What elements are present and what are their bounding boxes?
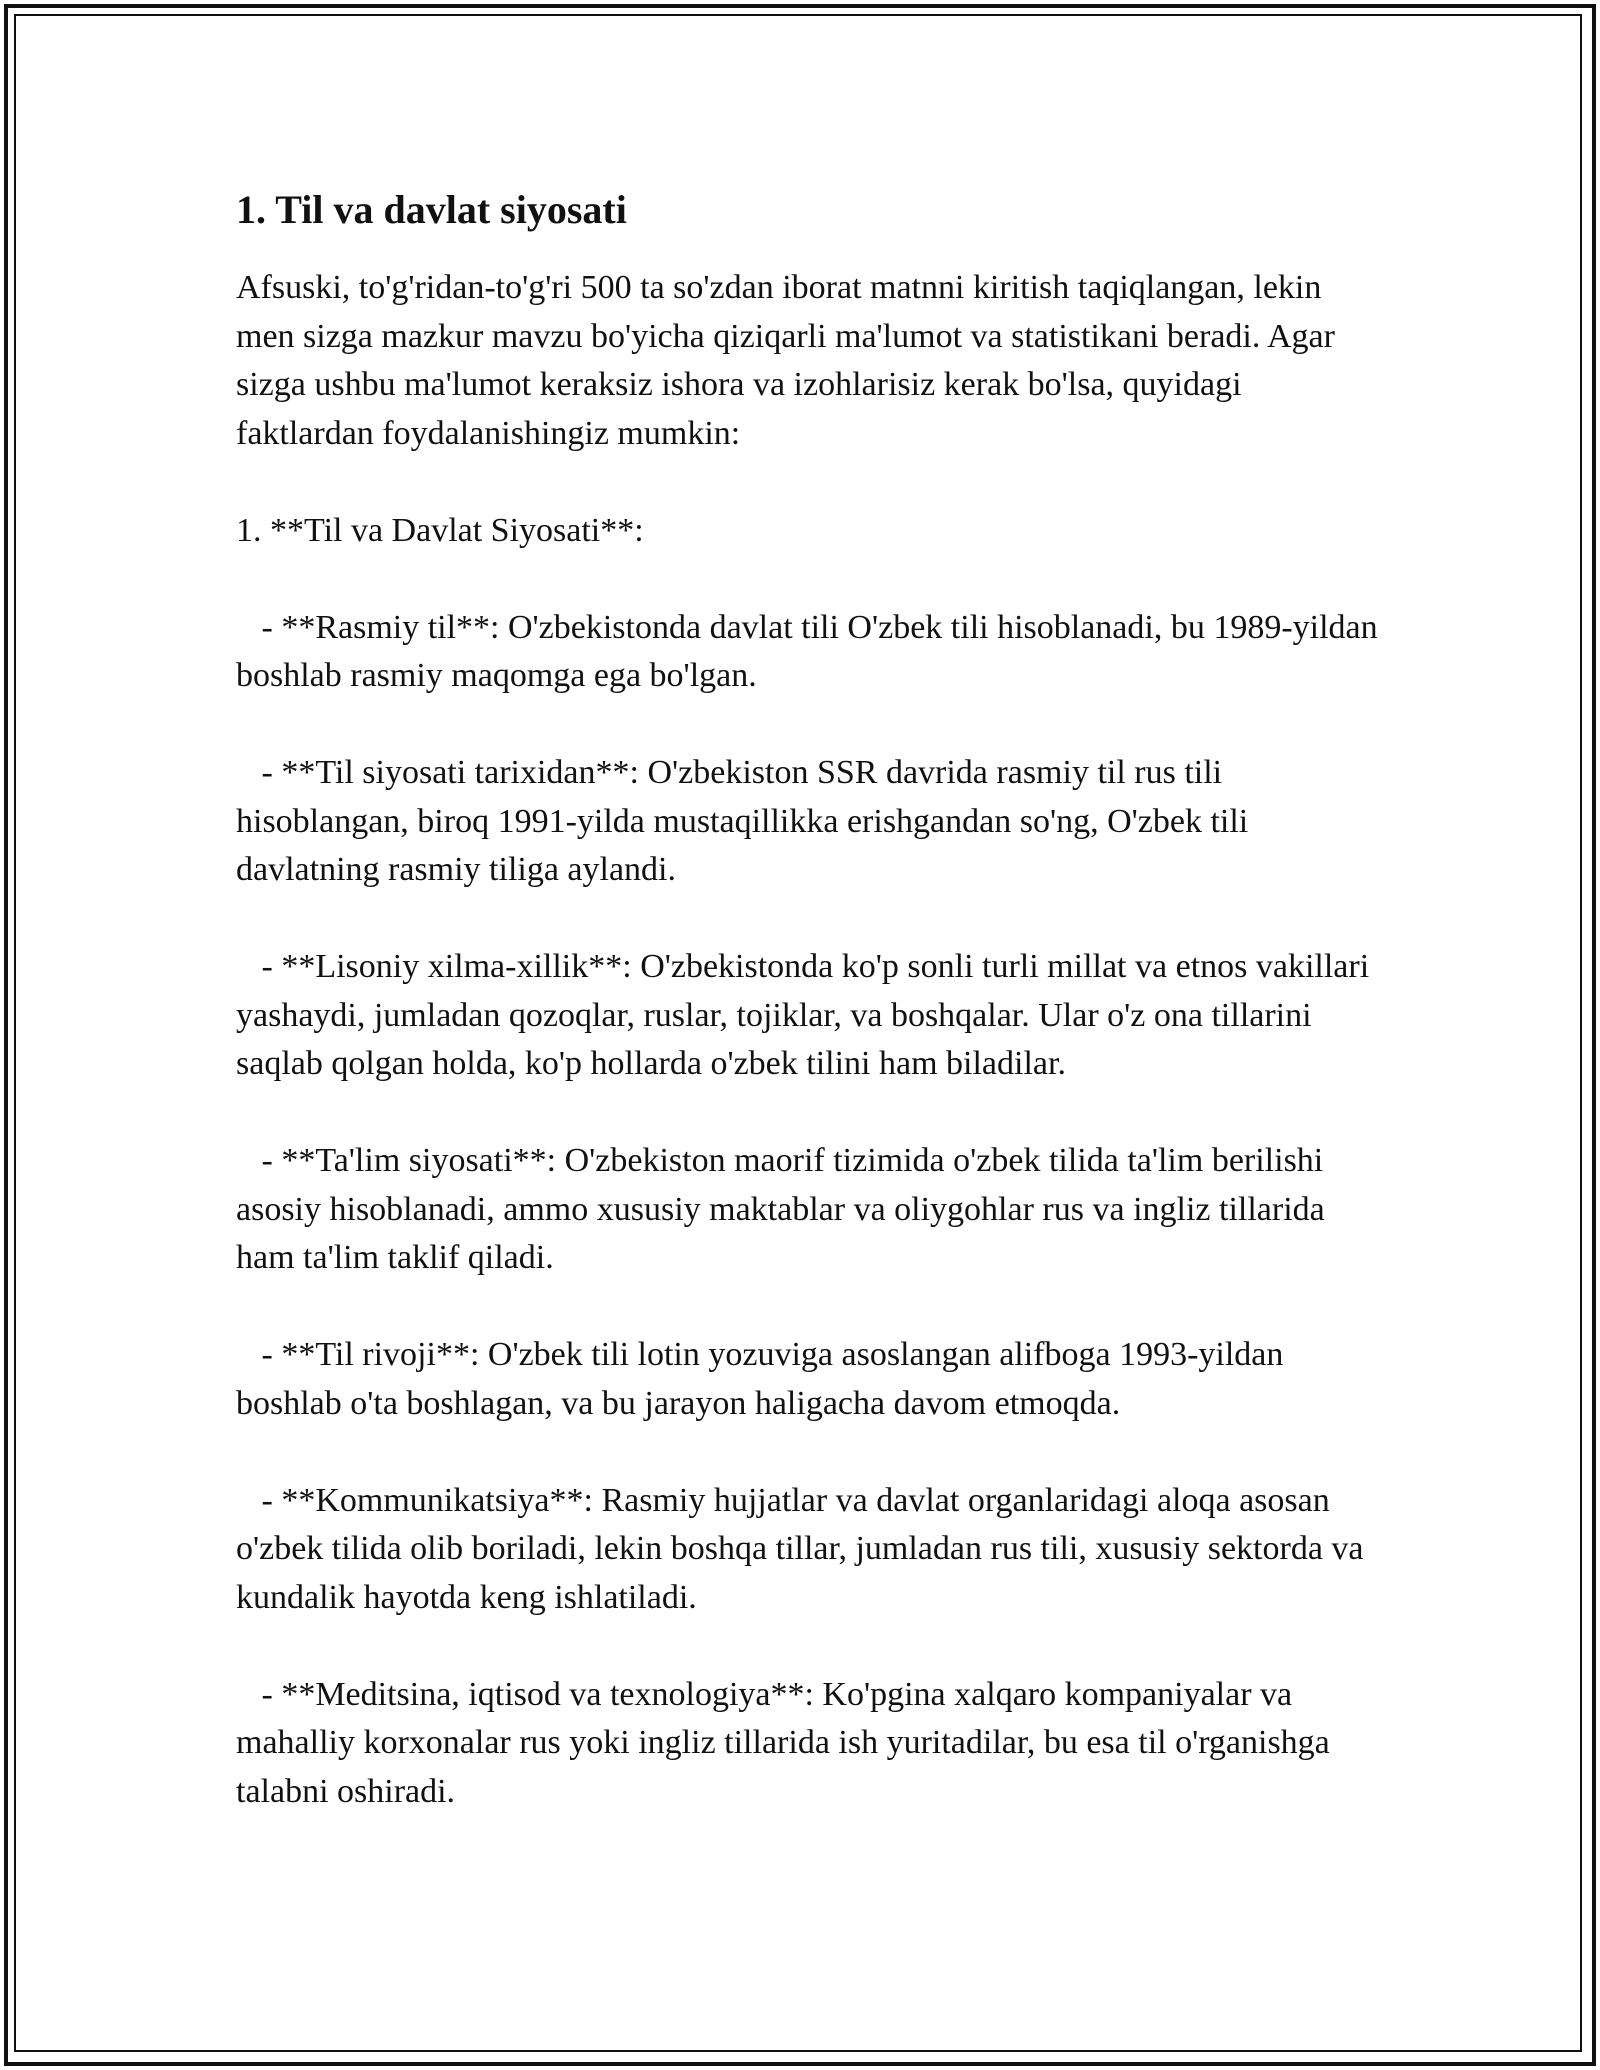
document-title: 1. Til va davlat siyosati	[236, 187, 627, 232]
paragraph-gap	[236, 1428, 1386, 1477]
paragraph-gap	[236, 895, 1386, 944]
list-item-meditsina-iqtisod-texnologiya: - **Meditsina, iqtisod va texnologiya**: Ko'pgina xalqaro kompaniyalar va mahalliy korxonalar rus yoki ingliz tillarida ish yuritadilar, bu esa til o'rganishga talabni oshiradi.	[236, 1675, 1339, 1810]
list-item-lisoniy-xilma-xillik: - **Lisoniy xilma-xillik**: O'zbekistonda ko'p sonli turli millat va etnos vakillari yashaydi, jumladan qozoqlar, ruslar, tojiklar, va boshqalar. Ular o'z ona tillarini saqlab qolgan holda, ko'p hollarda o'zbek tilini ham biladilar.	[236, 948, 1378, 1082]
paragraph-gap	[236, 1283, 1386, 1332]
paragraph-gap	[236, 701, 1386, 750]
list-item-kommunikatsiya: - **Kommunikatsiya**: Rasmiy hujjatlar va davlat organlaridagi aloqa asosan o'zbek tilida olib boriladi, lekin boshqa tillar, jumladan rus tili, xususiy sektorda va kundalik hayotda keng ishlatiladi.	[236, 1481, 1373, 1616]
paragraph-gap	[236, 1089, 1386, 1138]
paragraph-gap	[236, 1622, 1386, 1671]
document-body	[236, 184, 1386, 1816]
intro-paragraph: Afsuski, to'g'ridan-to'g'ri 500 ta so'zdan iborat matnni kiritish taqiqlangan, lekin men sizga mazkur mavzu bo'yicha qiziqarli ma'lumot va statistikani beradi. Agar sizga ushbu ma'lumot keraksiz ishora va izohlarisiz kerak bo'lsa, quyidagi faktlardan foydalanishingiz mumkin:	[236, 269, 1344, 452]
list-item-til-siyosati-tarixidan: - **Til siyosati tarixidan**: O'zbekiston SSR davrida rasmiy til rus tili hisoblangan, biroq 1991-yilda mustaqillikka erishgandan so'ng, O'zbek tili davlatning rasmiy tiliga aylandi.	[236, 754, 1257, 888]
paragraph-gap	[236, 555, 1386, 604]
list-item-rasmiy-til: - **Rasmiy til**: O'zbekistonda davlat tili O'zbek tili hisoblanadi, bu 1989-yildan boshlab rasmiy maqomga ega bo'lgan.	[236, 608, 1387, 694]
list-item-talim-siyosati: - **Ta'lim siyosati**: O'zbekiston maorif tizimida o'zbek tilida ta'lim berilishi asosiy hisoblanadi, ammo xususiy maktablar va oliygohlar rus va ingliz tillarida ham ta'lim taklif qiladi.	[236, 1142, 1334, 1276]
section-heading: 1. **Til va Davlat Siyosati**:	[236, 511, 644, 549]
list-item-til-rivoji: - **Til rivoji**: O'zbek tili lotin yozuviga asoslangan alifboga 1993-yildan boshlab o'ta boshlagan, va bu jarayon haligacha davom etmoqda.	[236, 1336, 1292, 1422]
paragraph-gap	[236, 458, 1386, 507]
